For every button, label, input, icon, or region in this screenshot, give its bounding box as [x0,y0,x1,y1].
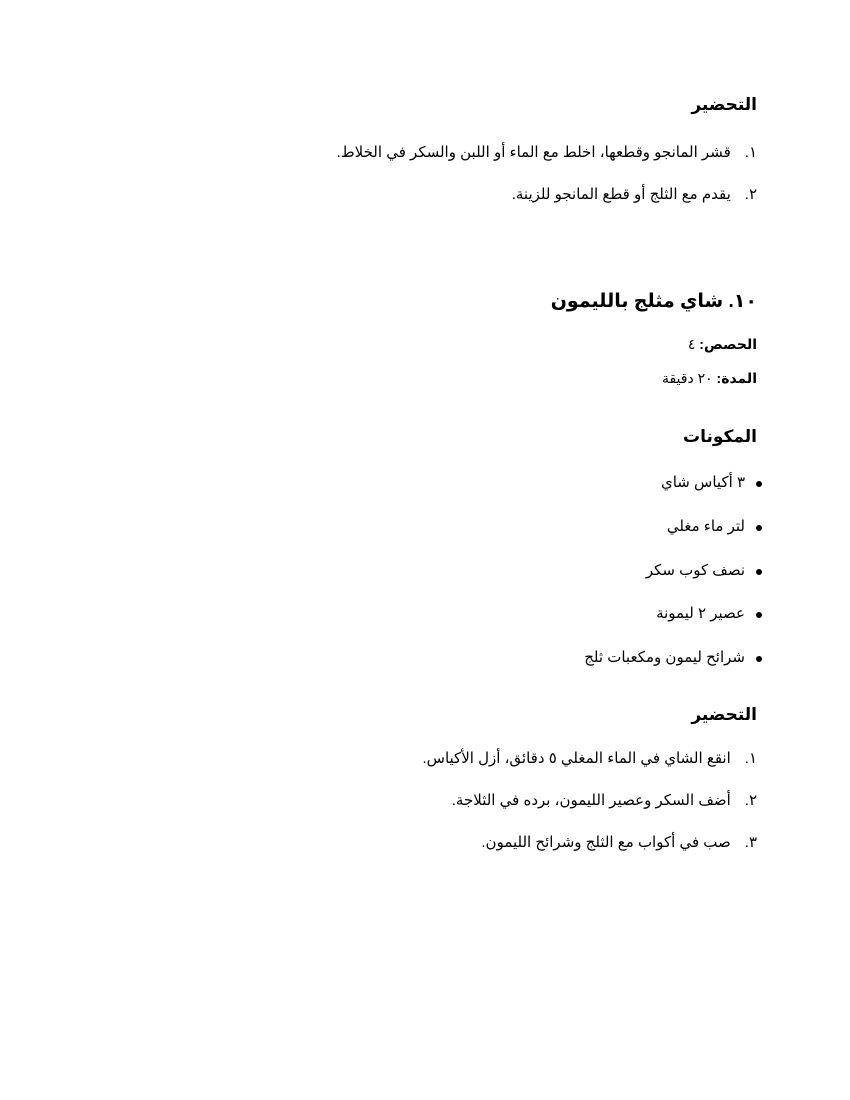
step-text: قشر المانجو وقطعها، اخلط مع الماء أو اللبن والسكر في الخلاط. [336,144,731,161]
preparation-heading: التحضير [691,705,757,724]
servings-value: ٤ [687,336,696,352]
servings-label: الحصص: [699,336,757,352]
duration-value: ٢٠ دقيقة [661,370,713,386]
bullet-icon [756,612,762,618]
ingredient-item [646,561,745,579]
step-number: ٢. [744,186,757,203]
step-text: أضف السكر وعصير الليمون، برده في الثلاجة. [451,792,731,809]
bullet-icon [756,569,762,575]
step-number: ٢. [744,792,757,809]
bullet-icon [756,656,762,662]
duration-line [662,370,757,387]
ingredient-item [661,473,745,491]
ingredient-item [656,604,745,622]
ingredient-text: شرائح ليمون ومكعبات ثلج [584,649,745,666]
ingredient-item [584,648,745,666]
step-text: انقع الشاي في الماء المغلي ٥ دقائق، أزل الأكياس. [422,750,731,767]
preparation-step [422,749,757,767]
bullet-icon [756,525,762,531]
ingredient-text: لتر ماء مغلي [666,518,745,535]
recipe-title: ١٠. شاي مثلج بالليمون [550,291,757,312]
preparation-step [452,791,757,809]
servings-line [688,336,757,353]
step-text: صب في أكواب مع الثلج وشرائح الليمون. [481,834,731,851]
step-number: ١. [744,750,757,767]
ingredient-item [667,517,745,535]
bullet-icon [756,481,762,487]
preparation-step [481,833,757,851]
ingredients-heading: المكونات [682,427,757,446]
ingredient-text: عصير ٢ ليمونة [656,605,745,622]
step-number: ١. [744,144,757,161]
step-number: ٣. [744,834,757,851]
ingredient-text: ٣ أكياس شاي [661,474,745,491]
ingredient-text: نصف كوب سكر [645,562,745,579]
preparation-step [512,185,757,203]
preparation-step [337,143,757,161]
duration-label: المدة: [716,370,757,386]
step-text: يقدم مع الثلج أو قطع المانجو للزينة. [511,186,731,203]
preparation-heading: التحضير [691,95,757,114]
